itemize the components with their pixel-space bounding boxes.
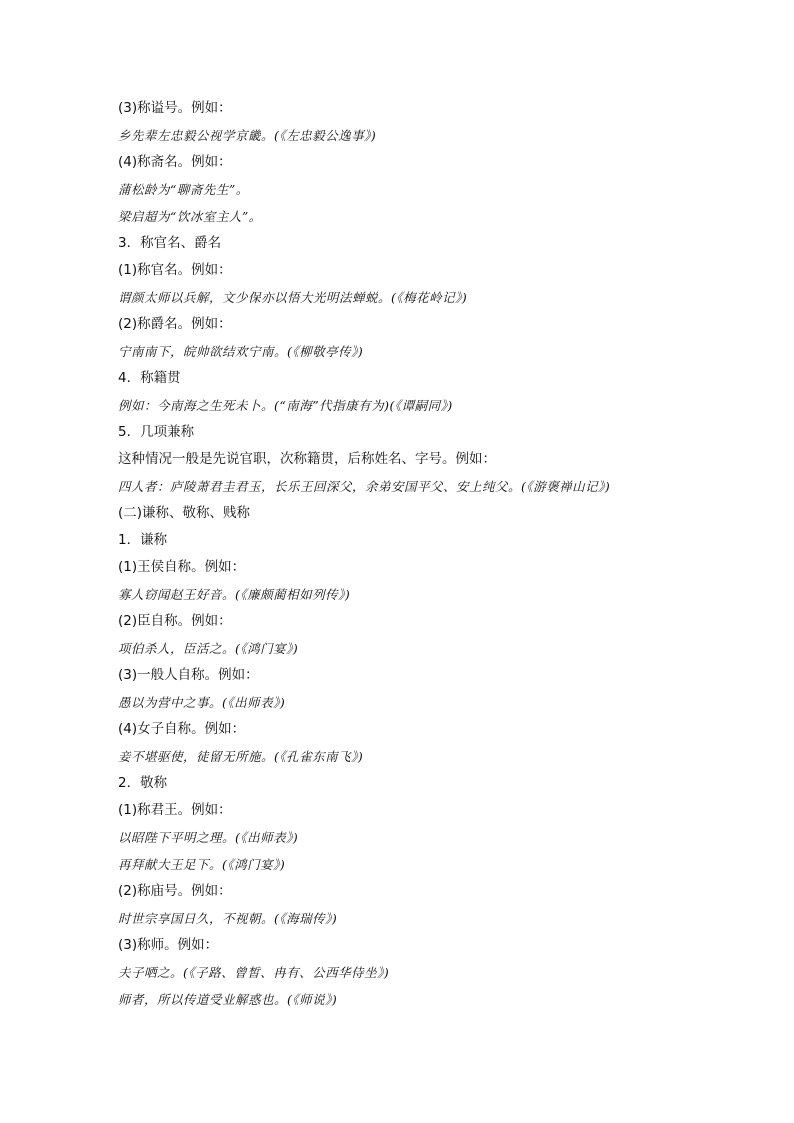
example-line: 夫子哂之。(《子路、曾皙、冉有、公西华侍坐》) [118, 965, 390, 980]
section-heading-line: 5．几项兼称 [118, 424, 195, 440]
example-line: 乡先辈左忠毅公视学京畿。(《左忠毅公逸事》) [118, 128, 377, 143]
section-heading-line: 1．谦称 [118, 532, 168, 548]
example-line: 时世宗享国日久，不视朝。(《海瑞传》) [118, 911, 338, 926]
example-line: 例如：今南海之生死未卜。(“南海”代指康有为)(《谭嗣同》) [118, 398, 453, 413]
example-line: 妾不堪驱使，徒留无所施。(《孔雀东南飞》) [118, 749, 364, 764]
section-heading-line: (1)王侯自称。例如： [118, 559, 246, 575]
example-line: 宁南南下，皖帅欲结欢宁南。(《柳敬亭传》) [118, 344, 364, 359]
example-line: 愚以为营中之事。(《出师表》) [118, 695, 286, 710]
section-heading-line: 4．称籍贯 [118, 370, 181, 386]
section-heading-line: (4)女子自称。例如： [118, 721, 246, 737]
section-heading-line: (3)一般人自称。例如： [118, 667, 259, 683]
section-heading-line: (1)称官名。例如： [118, 262, 232, 278]
section-heading-line: (2)臣自称。例如： [118, 613, 232, 629]
section-heading-line: 2．敬称 [118, 775, 168, 791]
example-line: 以昭陛下平明之理。(《出师表》) [118, 830, 299, 845]
example-line: 谓颜太师以兵解，文少保亦以悟大光明法蝉蜕。(《梅花岭记》) [118, 290, 468, 305]
example-line: 梁启超为“饮冰室主人”。 [118, 209, 262, 224]
example-line: 蒲松龄为“聊斋先生”。 [118, 182, 249, 197]
example-line: 四人者：庐陵萧君圭君玉，长乐王回深父，余弟安国平父、安上纯父。(《游褒禅山记》) [118, 479, 611, 494]
example-line: 项伯杀人，臣活之。(《鸿门宴》) [118, 641, 299, 656]
section-heading-line: 这种情况一般是先说官职，次称籍贯，后称姓名、字号。例如： [118, 451, 496, 467]
section-heading-line: 3．称官名、爵名 [118, 235, 222, 251]
example-line: 再拜献大王足下。(《鸿门宴》) [118, 857, 286, 872]
document-body [118, 95, 738, 1013]
example-line: 寡人窃闻赵王好音。(《廉颇蔺相如列传》) [118, 587, 351, 602]
section-heading-line: (2)称庙号。例如： [118, 883, 232, 899]
section-heading-line: (4)称斋名。例如： [118, 154, 232, 170]
example-line: 师者，所以传道受业解惑也。(《师说》) [118, 992, 338, 1007]
section-heading-line: (3)称谥号。例如： [118, 100, 232, 116]
section-heading-line: (2)称爵名。例如： [118, 316, 232, 332]
section-heading-line: (3)称师。例如： [118, 937, 219, 953]
section-heading-line: (1)称君王。例如： [118, 802, 232, 818]
section-heading-line: (二)谦称、敬称、贱称 [118, 505, 251, 521]
